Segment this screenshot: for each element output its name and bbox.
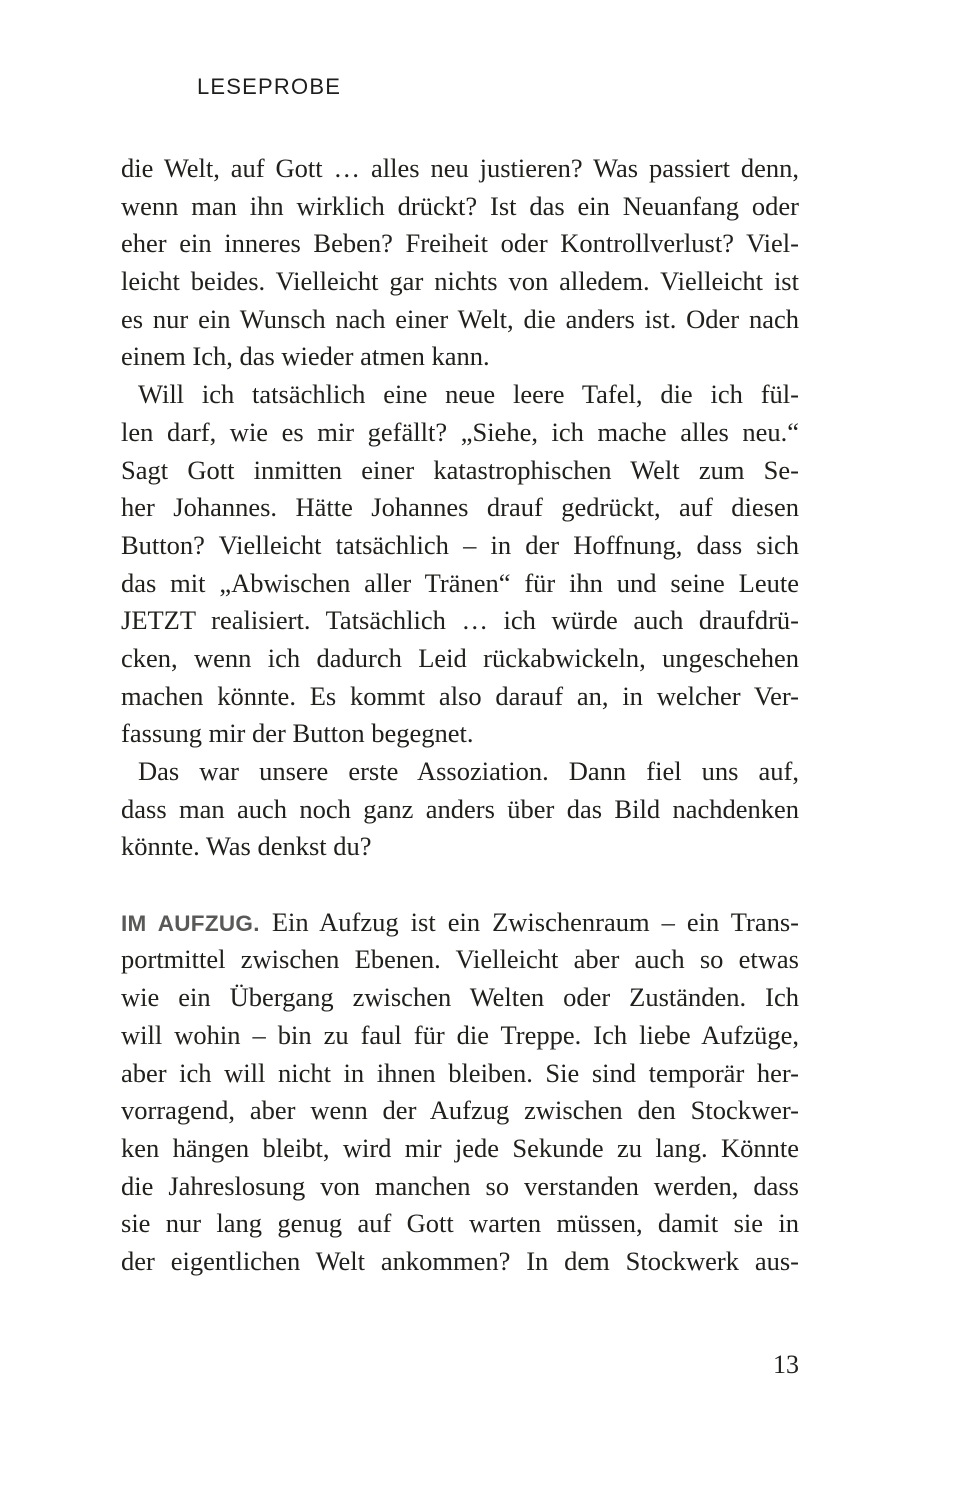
text-line: Das war unsere erste Assoziation. Dann fiel uns auf, — [138, 756, 799, 786]
text-line: Sagt Gott inmitten einer katastrophischen Welt zum Se- — [121, 454, 799, 485]
text-line: aber ich will nicht in ihnen bleiben. Sie sind temporär her- — [121, 1057, 799, 1088]
text-line: die Jahreslosung von manchen so verstanden werden, dass — [121, 1170, 799, 1201]
text-line: Button? Vielleicht tatsächlich – in der Hoffnung, dass sich — [121, 529, 799, 560]
text-line: der eigentlichen Welt ankommen? In dem Stockwerk aus- — [121, 1245, 799, 1276]
paragraph — [121, 376, 799, 753]
paragraph — [121, 753, 799, 866]
text-line: wie ein Übergang zwischen Welten oder Zuständen. Ich — [121, 982, 799, 1013]
body-text — [121, 150, 799, 1281]
text-line: einem Ich, das wieder atmen kann. — [121, 341, 490, 372]
text-line: IM AUFZUG. Ein Aufzug ist ein Zwischenraum – ein Trans- — [121, 906, 799, 937]
text-line: vorragend, aber wenn der Aufzug zwischen den Stockwer- — [121, 1095, 799, 1126]
page-header-label: LESEPROBE — [197, 74, 342, 99]
text-line: JETZT realisiert. Tatsächlich … ich würde auch draufdrü- — [121, 605, 799, 636]
text-line: ken hängen bleibt, wird mir jede Sekunde zu lang. Könnte — [121, 1132, 799, 1163]
text-line: wenn man ihn wirklich drückt? Ist das ein Neuanfang oder — [121, 190, 799, 221]
text-line: machen könnte. Es kommt also darauf an, in welcher Ver- — [121, 680, 799, 711]
text-line: dass man auch noch ganz anders über das Bild nachdenken — [121, 793, 799, 824]
text-line: das mit „Abwischen aller Tränen“ für ihn und seine Leute — [121, 567, 799, 598]
text-line: leicht beides. Vielleicht gar nichts von alledem. Vielleicht ist — [121, 266, 799, 297]
text-line: fassung mir der Button begegnet. — [121, 718, 474, 749]
text-line: könnte. Was denkst du? — [121, 831, 372, 862]
paragraph — [121, 150, 799, 376]
text-line: eher ein inneres Beben? Freiheit oder Kontrollverlust? Viel- — [121, 228, 799, 259]
text-line: her Johannes. Hätte Johannes drauf gedrückt, auf diesen — [121, 492, 799, 523]
page-number: 13 — [773, 1350, 799, 1379]
text-line: die Welt, auf Gott … alles neu justieren? Was passiert denn, — [121, 153, 799, 183]
text-line: cken, wenn ich dadurch Leid rückabwickeln, ungeschehen — [121, 642, 799, 673]
paragraph — [121, 904, 799, 1281]
text-line: portmittel zwischen Ebenen. Vielleicht aber auch so etwas — [121, 944, 799, 975]
text-line: will wohin – bin zu faul für die Treppe. Ich liebe Aufzüge, — [121, 1019, 799, 1050]
text-line: Will ich tatsächlich eine neue leere Tafel, die ich fül- — [138, 379, 799, 410]
section-lead-label: IM AUFZUG. — [121, 910, 260, 936]
text-line: len darf, wie es mir gefällt? „Siehe, ich mache alles neu.“ — [121, 416, 799, 447]
text-line: sie nur lang genug auf Gott warten müssen, damit sie in — [121, 1208, 799, 1239]
text-line: es nur ein Wunsch nach einer Welt, die anders ist. Oder nach — [121, 303, 799, 334]
